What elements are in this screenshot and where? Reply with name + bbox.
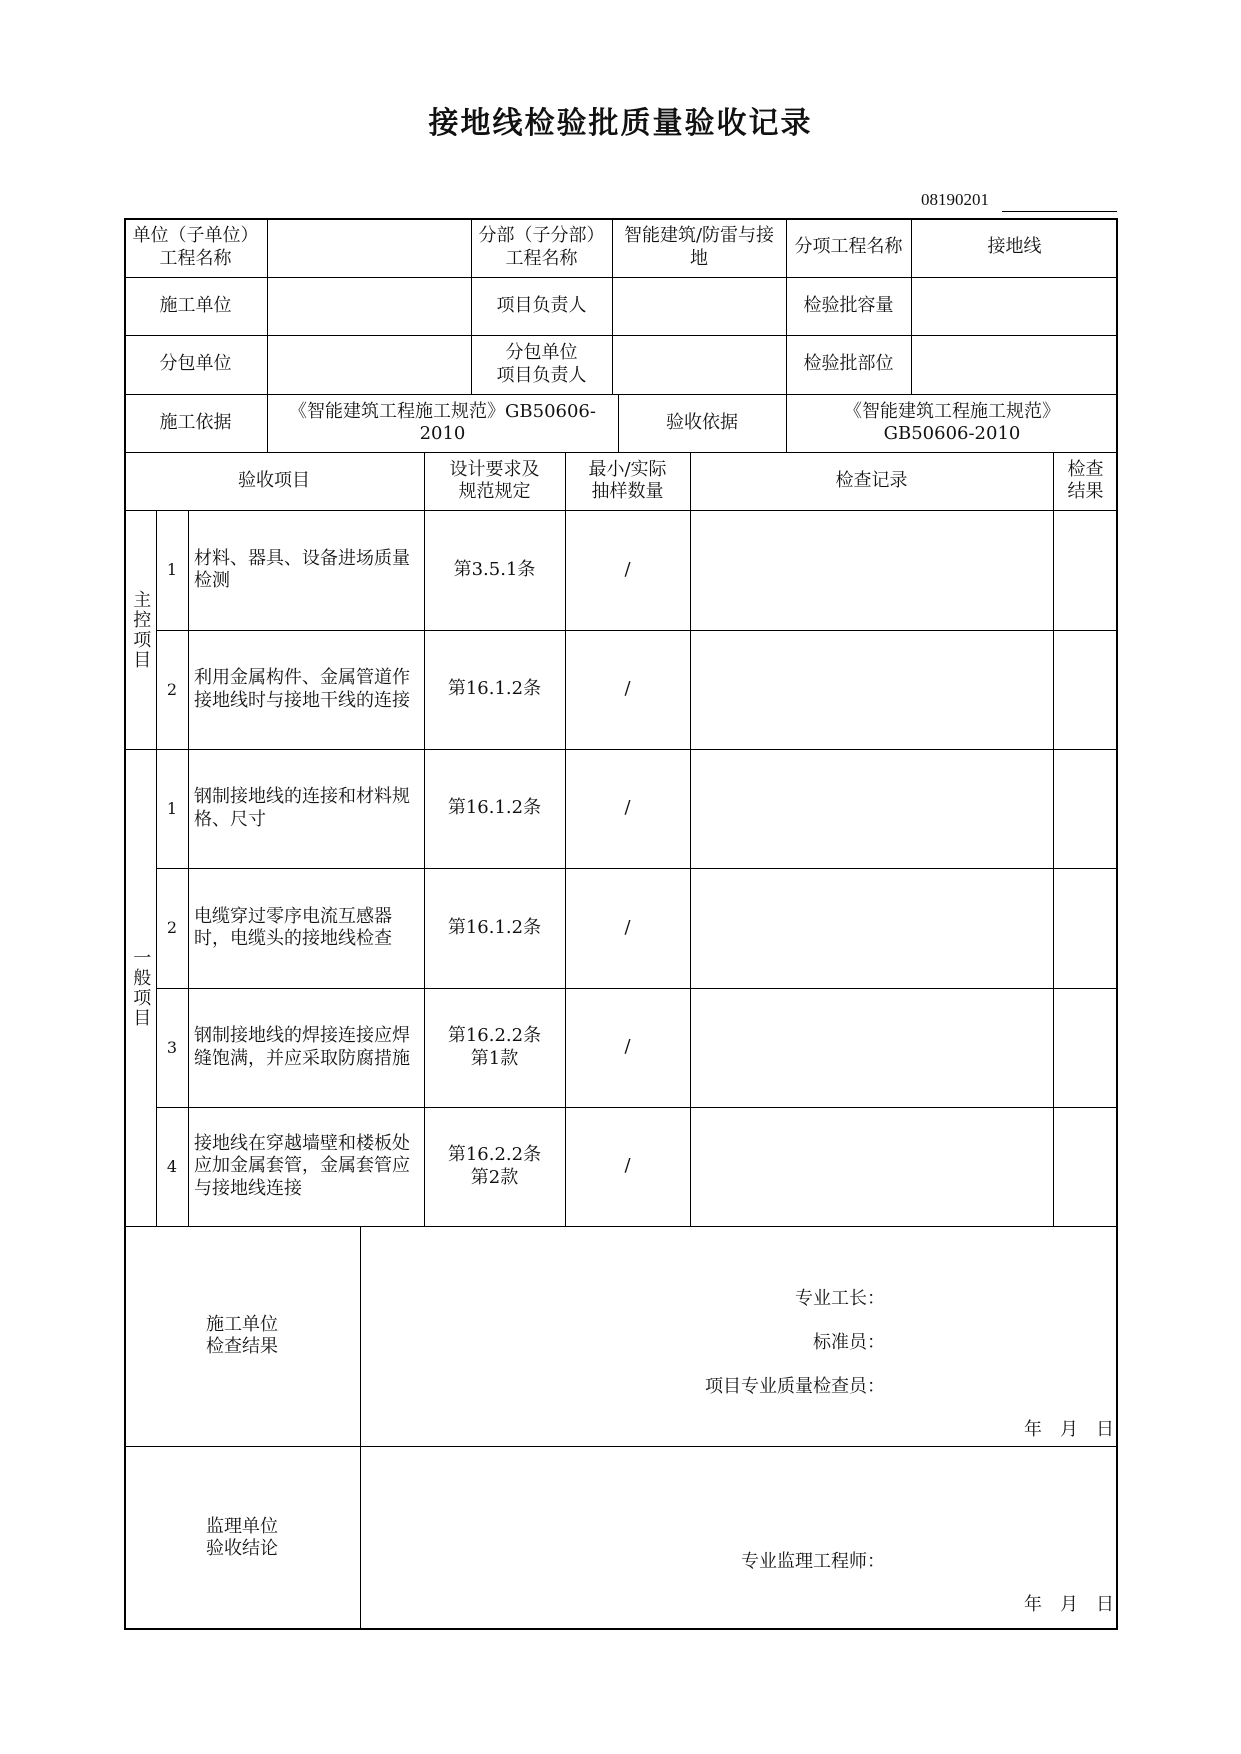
item-record[interactable]: [690, 868, 1053, 988]
item-clause: 第16.2.2条 第1款: [447, 1025, 542, 1069]
quality-inspector-label: 项目专业质量检查员：: [705, 1376, 885, 1397]
batch-location-value[interactable]: [911, 335, 1118, 394]
col-divider: [360, 1226, 361, 1630]
contractor-value[interactable]: [267, 277, 471, 335]
supervising-engineer-label: 专业监理工程师：: [741, 1551, 885, 1572]
contractor-label: 施工单位: [159, 294, 232, 316]
subitem-name-label: 分项工程名称: [794, 236, 903, 258]
item-result[interactable]: [1053, 1107, 1118, 1226]
contractor-check-label: 施工单位 检查结果: [206, 1313, 278, 1357]
item-number: 3: [166, 1037, 178, 1057]
item-number: 4: [166, 1156, 178, 1176]
item-result[interactable]: [1053, 868, 1118, 988]
project-manager-label: 项目负责人: [496, 294, 587, 316]
item-number: 2: [166, 679, 178, 699]
item-record[interactable]: [690, 988, 1053, 1107]
item-record[interactable]: [690, 630, 1053, 749]
item-result[interactable]: [1053, 749, 1118, 868]
standard-officer-label: 标准员：: [813, 1332, 885, 1353]
acceptance-basis-label: 验收依据: [666, 411, 738, 433]
item-result[interactable]: [1053, 988, 1118, 1107]
supervisor-check-label: 监理单位 验收结论: [206, 1515, 278, 1559]
item-record[interactable]: [690, 1107, 1053, 1226]
col-header-result: 检查 结果: [1067, 458, 1104, 502]
subcontractor-value[interactable]: [267, 335, 471, 394]
batch-capacity-label: 检验批容量: [803, 294, 894, 316]
contractor-date: 年 月 日: [1024, 1419, 1114, 1440]
division-name-label: 分部（子分部） 工程名称: [478, 225, 605, 269]
sub-pm-label: 分包单位 项目负责人: [496, 342, 587, 386]
item-sample: /: [624, 1036, 631, 1058]
col-header-sample: 最小/实际 抽样数量: [588, 458, 667, 502]
item-result[interactable]: [1053, 630, 1118, 749]
item-record[interactable]: [690, 749, 1053, 868]
main-control-group-label: 主控项目: [130, 589, 152, 670]
item-clause: 第16.2.2条 第2款: [447, 1144, 542, 1188]
item-sample: /: [624, 558, 631, 580]
item-description: 钢制接地线的连接和材料规格、尺寸: [194, 786, 410, 830]
col-header-record: 检查记录: [835, 469, 908, 491]
batch-capacity-value[interactable]: [911, 277, 1118, 335]
general-group-label: 一般项目: [130, 947, 152, 1028]
item-sample: /: [624, 678, 631, 700]
unit-name-value[interactable]: [267, 218, 471, 277]
item-sample: /: [624, 916, 631, 938]
item-description: 电缆穿过零序电流互感器时，电缆头的接地线检查: [194, 905, 392, 949]
unit-name-label: 单位（子单位） 工程名称: [132, 225, 259, 269]
item-clause: 第16.1.2条: [447, 916, 542, 938]
item-clause: 第16.1.2条: [447, 797, 542, 819]
item-clause: 第16.1.2条: [447, 678, 542, 700]
item-sample: /: [624, 797, 631, 819]
batch-location-label: 检验批部位: [803, 353, 894, 375]
page-title: 接地线检验批质量验收记录: [428, 106, 813, 141]
item-number: 1: [166, 798, 178, 818]
acceptance-basis-value: 《智能建筑工程施工规范》 GB50606-2010: [844, 400, 1060, 444]
subcontractor-label: 分包单位: [159, 353, 232, 375]
form-code-underline: [1002, 211, 1117, 212]
item-result[interactable]: [1053, 510, 1118, 630]
sub-pm-value[interactable]: [612, 335, 786, 394]
construction-basis-value: 《智能建筑工程施工规范》GB50606- 2010: [289, 400, 596, 444]
item-description: 材料、器具、设备进场质量检测: [194, 547, 410, 591]
division-name-value[interactable]: 智能建筑/防雷与接 地: [623, 225, 775, 269]
item-record[interactable]: [690, 510, 1053, 630]
col-header-item: 验收项目: [238, 469, 310, 491]
form-code: 08190201: [921, 190, 989, 209]
supervisor-date: 年 月 日: [1024, 1594, 1114, 1615]
item-number: 1: [166, 560, 178, 579]
col-header-design: 设计要求及 规范规定: [449, 458, 540, 502]
item-description: 利用金属构件、金属管道作接地线时与接地干线的连接: [194, 667, 410, 711]
construction-basis-label: 施工依据: [159, 411, 232, 433]
item-sample: /: [624, 1155, 631, 1177]
foreman-label: 专业工长：: [795, 1288, 885, 1309]
subitem-name-value[interactable]: 接地线: [987, 236, 1042, 258]
project-manager-value[interactable]: [612, 277, 786, 335]
item-number: 2: [166, 918, 178, 937]
item-clause: 第3.5.1条: [453, 558, 536, 580]
item-description: 接地线在穿越墙壁和楼板处应加金属套管，金属套管应与接地线连接: [194, 1132, 410, 1199]
item-description: 钢制接地线的焊接连接应焊缝饱满，并应采取防腐措施: [194, 1025, 410, 1069]
